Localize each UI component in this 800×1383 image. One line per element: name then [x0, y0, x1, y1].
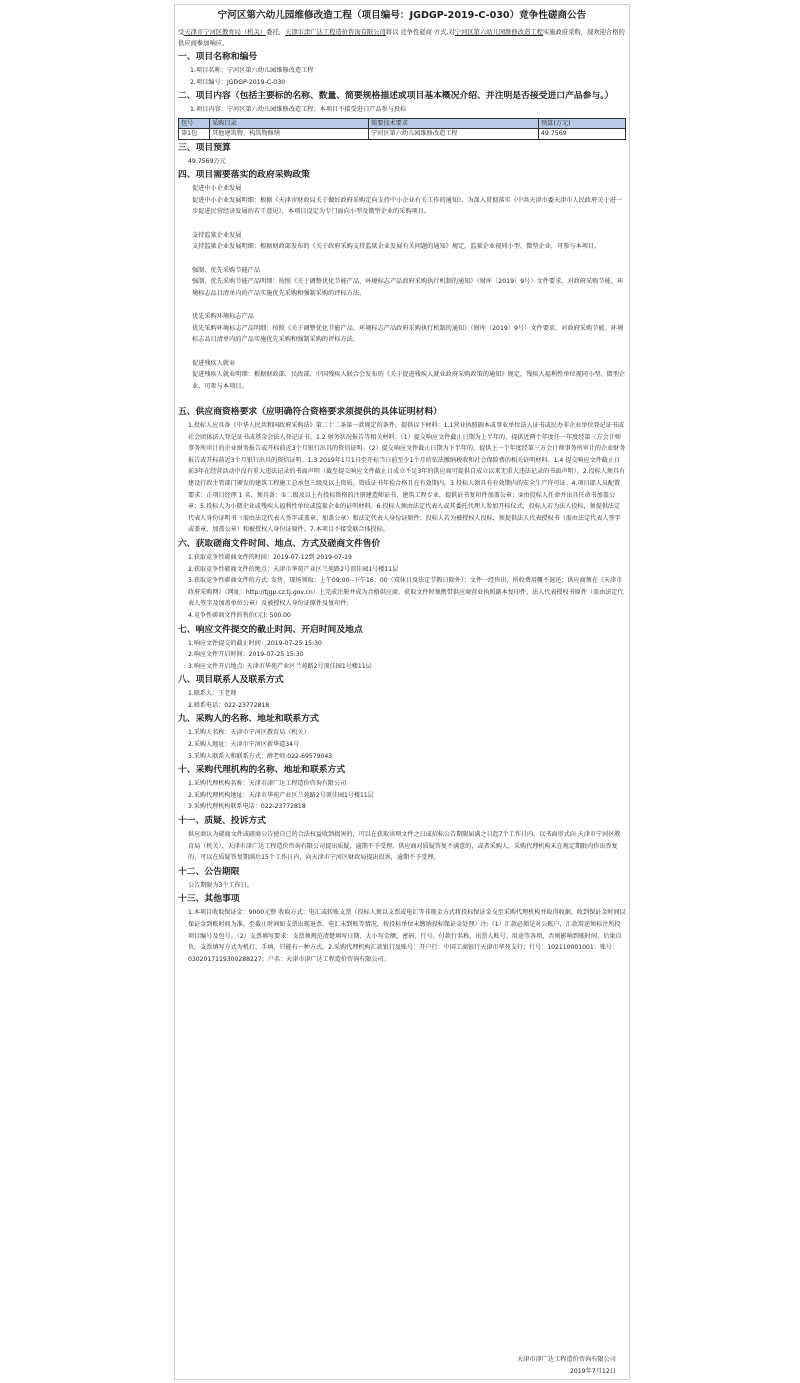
- section-heading-3: 三、项目预算: [178, 142, 231, 153]
- agency-address: 2.采购代理机构地址：天津市华苑产业区兰苑路2号顶佳园1号楼11层: [188, 791, 374, 799]
- table-header-cell: 包号: [179, 118, 210, 129]
- section-heading-9: 九、采购人的名称、地址和联系方式: [178, 714, 319, 725]
- deadline-time: 1.响应文件提交的截止时间：2019-07-25 15:30: [188, 639, 322, 647]
- opening-place: 3.响应文件开启地点: 天津市华苑产业区兰苑路2号顶佳园1号楼11层: [188, 662, 372, 670]
- table-cell: 其他建筑物、构筑物修缮: [210, 129, 369, 140]
- opening-time: 2.响应文件开启时间：2019-07-25 15:30: [188, 651, 304, 659]
- section-heading-7: 七、响应文件提交的截止时间、开启时间及地点: [178, 624, 363, 635]
- section-heading-6: 六、获取磋商文件时间、地点、方式及磋商文件售价: [178, 538, 381, 549]
- policy-title: 促进残疾人就业: [192, 359, 236, 367]
- table-header-cell: 采购目录: [210, 118, 369, 129]
- table-header-cell: 简要技术要求: [369, 118, 539, 129]
- contact-person: 1.联系人：王老师: [188, 690, 237, 698]
- policy-text: 强制、优先采购节能产品明细：按照《关于调整优化节能产品、环境标志产品政府采购执行机制的通知》（财库〔2019〕9号）文件要求，对政府采购节能、环境标志品目清单内的产品实施优先采购和强制采购的评标方法。: [192, 278, 624, 297]
- policy-title: 促进中小企业发展: [192, 185, 242, 192]
- package-table: [178, 118, 626, 140]
- policy-title: 强制、优先采购节能产品: [192, 266, 261, 274]
- complaint-text: 供应商认为磋商文件或磋商公告使自己的合法权益收到损害的，可以在获取该项文件之日或招标公告期限届满之日起7个工作日内，以书面形式向 天津市宁河区教育局（机关）、天津市津广达工程造价咨询有限公司提出质疑，逾期不予受理。供应商对质疑答复不满意的，或者采购人、采购代理机构未在规定期限内作出答复的，可以在质疑答复期满后15个工作日内，向天津市宁河区财政局提出投诉，逾期不予受理。: [188, 831, 621, 862]
- purchaser-address: 2.采购人地址：天津市宁河区新华道34号: [188, 741, 300, 749]
- other-matters-text: 1.本项目收取保证金：9000元整 收取方式：电汇或转账支票（投标人须以支票或电汇等非现金方式将投标保证金交至采购代理机构并取得收据，收到保证金时间以保证金到账时间为准，至截止时间如支票出现退票、电汇未到账等情况，按投标单位未缴纳投标保证金处理）注:（1）汇款必须是对公账户，汇款用途须标注所投项目编号及包号。（2）支票填写要求：支票须规范清楚填写日期、大小写金额、密码、行号、付款行名称、出票人账号、用途等各项，否则影响到账时间，后果自负。支票填写方式为机打、手填，只能有一种方式。2.采购代理机构汇款银行及账号：开户行：中国工商银行天津市华苑支行；行号：102110001001；账号：0302017119300288227；户名：天津市津广达工程造价咨询有限公司。: [188, 909, 626, 963]
- doc-place: 2.获取竞争性磋商文件的地点：天津市华苑产业区兰苑路2号顶佳园1号楼11层: [188, 565, 399, 573]
- table-cell: 宁河区第六幼儿园维修改造工程: [369, 129, 539, 140]
- section-heading-13: 十三、其他事项: [178, 894, 240, 905]
- project-number: 2.项目编号：JGDGP-2019-C-030: [190, 78, 286, 86]
- page-title: 宁河区第六幼儿园维修改造工程（项目编号：JGDGP-2019-C-030）竞争性磋商公告: [217, 10, 587, 21]
- agency-name: 1.采购代理机构名称：天津市津广达工程造价咨询有限公司: [188, 780, 347, 788]
- qualification-text: 1.投标人应具备《中华人民共和国政府采购法》第二十二条第一款规定的条件，提供以下材料：1.1营业执照副本或事业单位法人证书或民办非企业单位登记证书或社会团体法人登记证书或基金会法人登记证书。1.2 财务状况报告等相关材料：（1）提交响应文件截止日期为上半年的，提供近两个年度任一年度经第三方会计师事务所审计的企业财务报告或开标前近3个月银行出具的资信证明。（2）提交响应文件截止日期为下半年的，提供上一个年度经第三方会计师事务所审计的企业财务报告或开标前近3个月银行出具的资信证明。1.3 2019年1月1日至开标当日前至少1个月的依法缴纳税收和社会保险费的相关证明材料。1.4 提交响应文件截止日前3年在经营活动中没有重大违法记录的书面声明（截至提交响应文件截止日成立不足3年的供应商可提供自成立以来无重大违法记录的书面声明）。2.投标人须具有建设行政主管部门颁发的建筑工程施工总承包三级及以上资质，资质证书年检合格且在有效期内。3.投标人须具有有效期内的安全生产许可证。4.项目部人员配置要求：正项目经理 1 名，须具备：①二级及以上有投标资格的注册建造师证书，建筑工程专业，提供证书复印件加盖公章；②由投标人任命并出具任命书加盖公章；5.投标人为小微企业或残疾人福利性单位或监狱企业的证明材料。6.投标人须由法定代表人或其委托代理人参加开标仪式，投标人若为法人投标，须提供法定代表人身份证明书（需由法定代表人签字或盖章、加盖公章）和法定代表人身份证原件；投标人若为被授权人投标，须提供法人代表授权书（需由法定代表人签字或盖章、加盖公章）和被授权人身份证原件。7.本项目不接受联合体投标。: [188, 422, 626, 534]
- purchaser-name: 1.采购人名称：天津市宁河区教育局（机关）: [188, 729, 310, 737]
- section-heading-2: 二、项目内容（包括主要标的名称、数量、简要规格描述或项目基本概况介绍、并注明是否接受进口产品参与。）: [178, 91, 614, 101]
- project-name: 1.项目名称：宁河区第六幼儿园维修改造工程: [190, 67, 314, 74]
- section-heading-12: 十二、公告期限: [178, 866, 240, 877]
- contact-phone: 2.联系电话：022-23772818: [188, 701, 270, 709]
- table-row: [179, 129, 626, 140]
- policy-title: 支持监狱企业发展: [192, 231, 242, 239]
- section-heading-10: 十、采购代理机构的名称、地址和联系方式: [178, 765, 346, 776]
- agency-phone: 3.采购代理机构联系电话：022-23772818: [188, 803, 306, 811]
- project-content: 1.项目内容：宁河区第六幼儿园维修改造工程；本项目不接受进口产品参与投标: [190, 106, 407, 113]
- notice-period: 公告期限为3个工作日。: [188, 881, 253, 889]
- policy-title: 优先采购环境标志产品: [192, 313, 254, 320]
- doc-time: 1.获取竞争性磋商文件的时间：2019-07-12到 2019-07-19: [188, 553, 352, 561]
- intro-paragraph: 受天津市宁河区教育局（机关）委托，天津市津广达工程造价咨询有限公司将以 竞争性磋商 方式,对宁河区第六幼儿园维修改造工程实施政府采购，现欢迎合格的供应商参加响应。: [178, 29, 625, 47]
- policy-text: 促进残疾人就业明细：根据财政部、民政部、中国残疾人联合会发布的《关于促进残疾人就业政府采购政策的通知》规定，残疾人福利性单位视同小型、微型企业，可参与本项目。: [192, 371, 626, 390]
- signature-date: 2019年7月12日: [569, 1368, 616, 1375]
- policy-text: 支持监狱企业发展明细：根据财政部发布的《关于政府采购支持监狱企业发展有关问题的通知》规定，监狱企业视同小型、微型企业，可参与本项目。: [192, 243, 601, 250]
- document-body: [178, 8, 626, 965]
- agency-link: 天津市津广达工程造价咨询有限公司: [285, 29, 386, 36]
- doc-price: 4.竞争性磋商文件的售价(元): 500.00: [188, 611, 291, 619]
- purchaser-link: 天津市宁河区教育局（机关）: [184, 29, 267, 36]
- package-table-header: [179, 118, 626, 129]
- section-heading-4: 四、项目需要落实的政府采购政策: [178, 170, 310, 180]
- project-link: 宁河区第六幼儿园维修改造工程: [454, 29, 543, 36]
- doc-method: 3.获取竞争性磋商文件的方式: 发售，现场领取；上午09:00--下午16：00（双休日及法定节假日除外）；文件一经售出，所收费用概不退还；供应商须在《天津市政府采购网》（网址：http://tjgp.cz.tj.gov.cn）上完成注册并成为合格供应商，获取文件时须携带供应商营业执照副本复印件、法人代表授权书原件（需由法定代表人签字及加盖单位公章）及被授权人身份证原件及复印件；: [188, 577, 624, 608]
- table-cell: 49.7569: [539, 129, 626, 140]
- policy-text: 促进中小企业发展明细：根据《天津市财政局关于做好政府采购定向支持中小企业有关工作的通知》，为深入贯彻落实《中共天津市委天津市人民政府关于进一步促进民营经济发展的若干意见》，本项目设定为专门面向小型及微型企业的采购项目。: [192, 196, 623, 215]
- signature-org: 天津市津广达工程造价咨询有限公司: [517, 1356, 616, 1363]
- budget-value: 49.7569万元: [188, 157, 226, 165]
- section-heading-8: 八、项目联系人及联系方式: [178, 675, 284, 686]
- section-heading-1: 一、项目名称和编号: [178, 52, 258, 62]
- table-header-cell: 预算(万元): [539, 118, 626, 129]
- policy-text: 优先采购环境标志产品明细：按照《关于调整优化节能产品、环境标志产品政府采购执行机制的通知》（财库〔2019〕9号）文件要求，对政府采购节能、环境标志品目清单内的产品实施优先采购和强制采购的评标方法。: [192, 324, 624, 343]
- table-cell: 第1包: [179, 129, 210, 140]
- section-heading-11: 十一、质疑、投诉方式: [178, 816, 266, 827]
- section-heading-5: 五、供应商资格要求（应明确符合资格要求须提供的具体证明材料）: [178, 407, 442, 417]
- purchaser-contact: 3.采购人联系人和联系方式：薛老师:022-69579043: [188, 752, 333, 760]
